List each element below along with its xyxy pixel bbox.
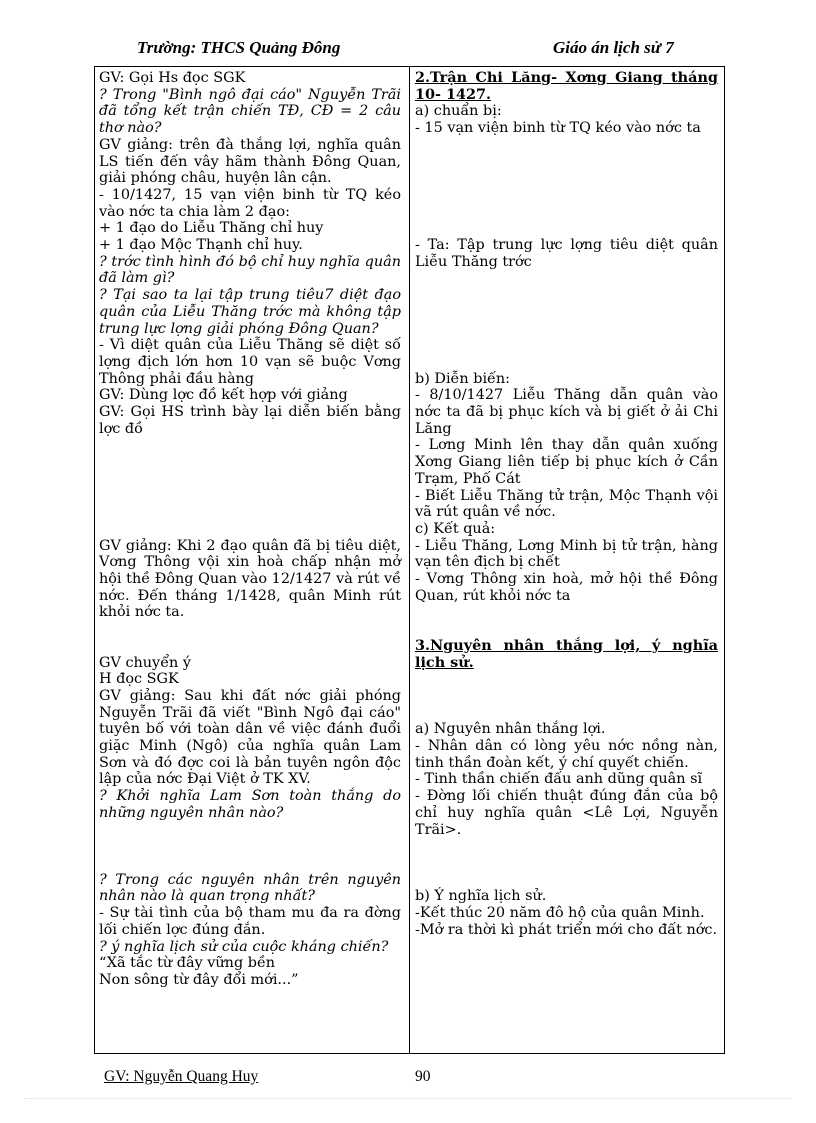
content-note-paragraph: c) Kết quả: [415,520,496,537]
column-divider [409,67,410,1053]
content-note-paragraph: - Ta: Tập trung lực lợng tiêu diệt quân Liễu Thăng trớc [415,237,718,270]
content-note-paragraph: - Biết Liễu Thăng tử trận, Mộc Thạnh vội vã rút quân về nớc. [415,487,718,521]
teacher-note-spacer [99,822,401,872]
teacher-note-spacer [99,621,401,654]
teacher-note-paragraph: GV chuyển ý [99,654,192,671]
header-subject: Giáo án lịch sử 7 [553,38,674,57]
content-note-spacer [415,137,718,237]
teacher-note-paragraph: Non sông từ đây đổi mới...” [99,971,299,988]
content-note-paragraph: - Vơng Thông xin hoà, mở hội thề Đông Quan, rút khỏi nớc ta [415,571,718,604]
lesson-table [94,66,725,1054]
teacher-note-paragraph: ? ý nghĩa lịch sử của cuộc kháng chiến? [99,938,389,955]
content-note-spacer [415,671,718,721]
teacher-note-paragraph: + 1 đạo Mộc Thạnh chỉ huy. [99,237,303,254]
content-note-paragraph: - Nhân dân có lòng yêu nớc nồng nàn, tinh thần đoàn kết, ý chí quyết chiến. [415,738,718,771]
footer-author: GV: Nguyễn Quang Huy [104,1068,259,1085]
content-note-paragraph: -Mở ra thời kì phát triển mới cho đất nớc. [415,921,718,938]
lesson-content-column [415,70,718,938]
bottom-rule [24,1098,792,1099]
content-note-paragraph: - 8/10/1427 Liễu Thăng dẫn quân vào nớc ta đã bị phục kích và bị giết ở ải Chi Lăng [415,387,718,437]
content-note-paragraph: b) Diễn biến: [415,370,511,387]
teacher-note-paragraph: ? Tại sao ta lại tập trung tiêu7 diệt đạo quân của Liễu Thăng trớc mà không tập trung lực lợng giải phóng Đông Quan? [99,287,401,337]
teacher-note-paragraph: + 1 đạo do Liễu Thăng chỉ huy [99,220,324,237]
teacher-note-paragraph: ? Trong "Bình ngô đại cáo" Nguyễn Trãi đã tổng kết trận chiến TĐ, CĐ = 2 câu thơ nào? [99,86,401,137]
content-note-paragraph: - Đờng lối chiến thuật đúng đắn của bộ chỉ huy nghĩa quân <Lê Lợi, Nguyễn Trãi>. [415,788,718,838]
teacher-note-paragraph: GV giảng: Khi 2 đạo quân đã bị tiêu diệt, Vơng Thông vội xin hoà chấp nhận mở hội thề Đông Quan vào 12/1427 và rút về nớc. Đến tháng 1/1428, quân Minh rút khỏi nớc ta. [99,537,401,621]
teacher-note-paragraph: GV: Gọi HS trình bày lại diễn biến bằng lợc đồ [99,404,401,437]
teacher-note-paragraph: ? Khởi nghĩa Lam Sơn toàn thắng do những nguyên nhân nào? [99,788,401,821]
page-number: 90 [415,1068,431,1085]
teacher-note-spacer [99,437,401,537]
teacher-activity-column [99,70,401,989]
content-note-paragraph: a) chuẩn bị: [415,103,502,120]
teacher-note-paragraph: GV giảng: Sau khi đất nớc giải phóng Nguyễn Trãi đã viết "Bình Ngô đại cáo" tuyên bố với toàn dân về việc đánh đuổi giặc Minh (Ngô) của nghĩa quân Lam Sơn và đó đợc coi là bản tuyên ngôn độc lập của nớc Đại Việt ở TK XV. [99,687,401,788]
teacher-note-paragraph: GV: Gọi Hs đọc SGK [99,70,246,86]
section-heading: 3.Nguyên nhân thắng lợi, ý nghĩa lịch sử. [415,636,718,671]
teacher-note-paragraph: “Xã tắc từ đây vững bền [99,955,276,972]
content-note-spacer [415,270,718,370]
content-note-paragraph: b) Ý nghĩa lịch sử. [415,888,547,905]
teacher-note-paragraph: H đọc SGK [99,671,179,688]
content-note-spacer [415,604,718,637]
content-note-paragraph: - Lơng Minh lên thay dẫn quân xuống Xơng Giang liên tiếp bị phục kích ở Cần Trạm, Phố Cát [415,437,718,487]
content-note-spacer [415,838,718,888]
content-note-paragraph: -Kết thúc 20 năm đô hộ của quân Minh. [415,905,705,922]
content-note-paragraph: - Tinh thần chiến đấu anh dũng quân sĩ [415,771,703,788]
teacher-note-paragraph: - Sự tài tình của bộ tham mu đa ra đờng lối chiến lợc đúng đắn. [99,905,401,938]
header-school: Trường: THCS Quảng Đông [137,38,341,57]
teacher-note-paragraph: GV: Dùng lợc đồ kết hợp với giảng [99,387,348,404]
teacher-note-paragraph: - 10/1427, 15 vạn viện binh từ TQ kéo vào nớc ta chia làm 2 đạo: [99,186,401,220]
content-note-paragraph: - Liễu Thăng, Lơng Minh bị tử trận, hàng vạn tên địch bị chết [415,537,718,571]
content-note-paragraph: a) Nguyên nhân thắng lợi. [415,721,606,738]
teacher-note-paragraph: - Vì diệt quân của Liễu Thăng sẽ diệt số lợng địch lớn hơn 10 vạn sẽ buộc Vơng Thông phải đầu hàng [99,337,401,387]
section-heading: 2.Trận Chi Lăng- Xơng Giang tháng 10- 1427. [415,69,718,103]
teacher-note-paragraph: ? trớc tình hình đó bộ chỉ huy nghĩa quân đã làm gì? [99,253,401,287]
teacher-note-paragraph: GV giảng: trên đà thắng lợi, nghĩa quân LS tiến đến vây hãm thành Đông Quan, giải phóng châu, huyện lân cận. [99,136,401,187]
teacher-note-paragraph: ? Trong các nguyên nhân trên nguyên nhân nào là quan trọng nhất? [99,871,401,905]
content-note-paragraph: - 15 vạn viện binh từ TQ kéo vào nớc ta [415,120,701,137]
